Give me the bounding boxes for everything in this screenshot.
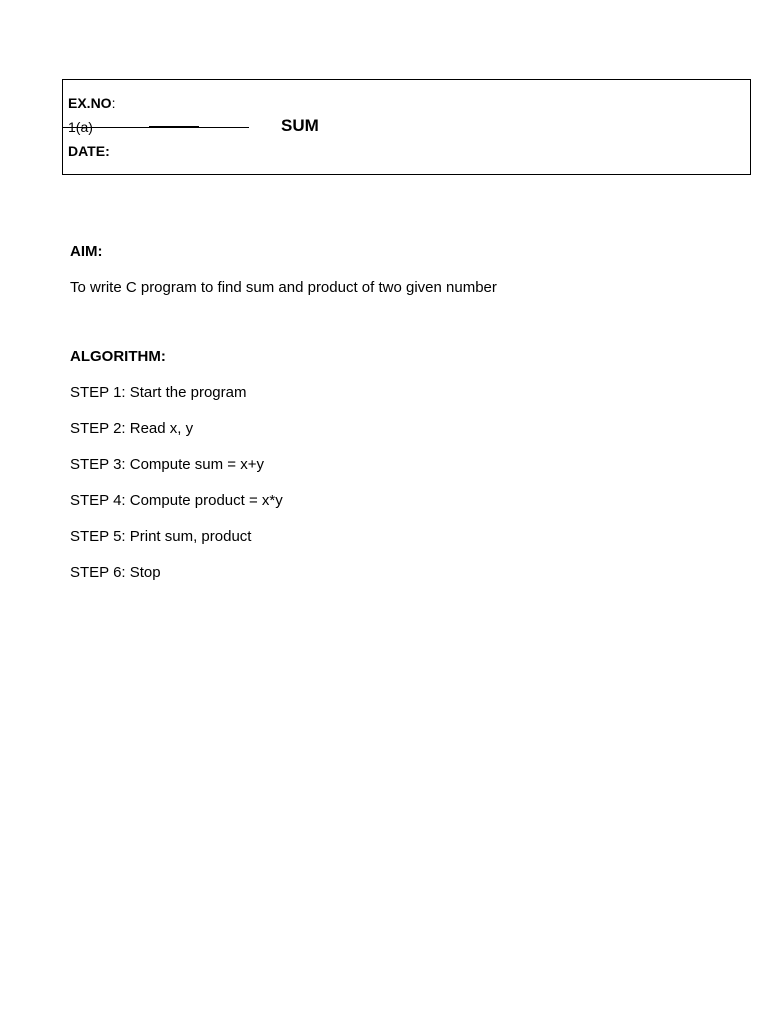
algorithm-step-1: STEP 1: Start the program [70, 384, 247, 401]
exno-line [68, 95, 115, 111]
algorithm-step-4: STEP 4: Compute product = x*y [70, 492, 283, 509]
algorithm-step-6: STEP 6: Stop [70, 564, 161, 581]
aim-heading: AIM: [70, 243, 103, 260]
underline-rule-short [149, 126, 199, 127]
experiment-number: 1(a) [68, 119, 93, 135]
exno-label: EX.NO [68, 95, 112, 111]
algorithm-step-2: STEP 2: Read x, y [70, 420, 194, 437]
underline-rule [63, 127, 249, 128]
algorithm-step-3: STEP 3: Compute sum = x+y [70, 456, 264, 473]
aim-text: To write C program to find sum and product of two given number [70, 279, 497, 296]
experiment-title: SUM [281, 116, 319, 135]
date-label: DATE: [68, 143, 110, 159]
algorithm-heading: ALGORITHM: [70, 348, 166, 365]
exno-colon: : [111, 95, 116, 111]
algorithm-step-5: STEP 5: Print sum, product [70, 528, 252, 545]
experiment-header-box [62, 79, 751, 175]
